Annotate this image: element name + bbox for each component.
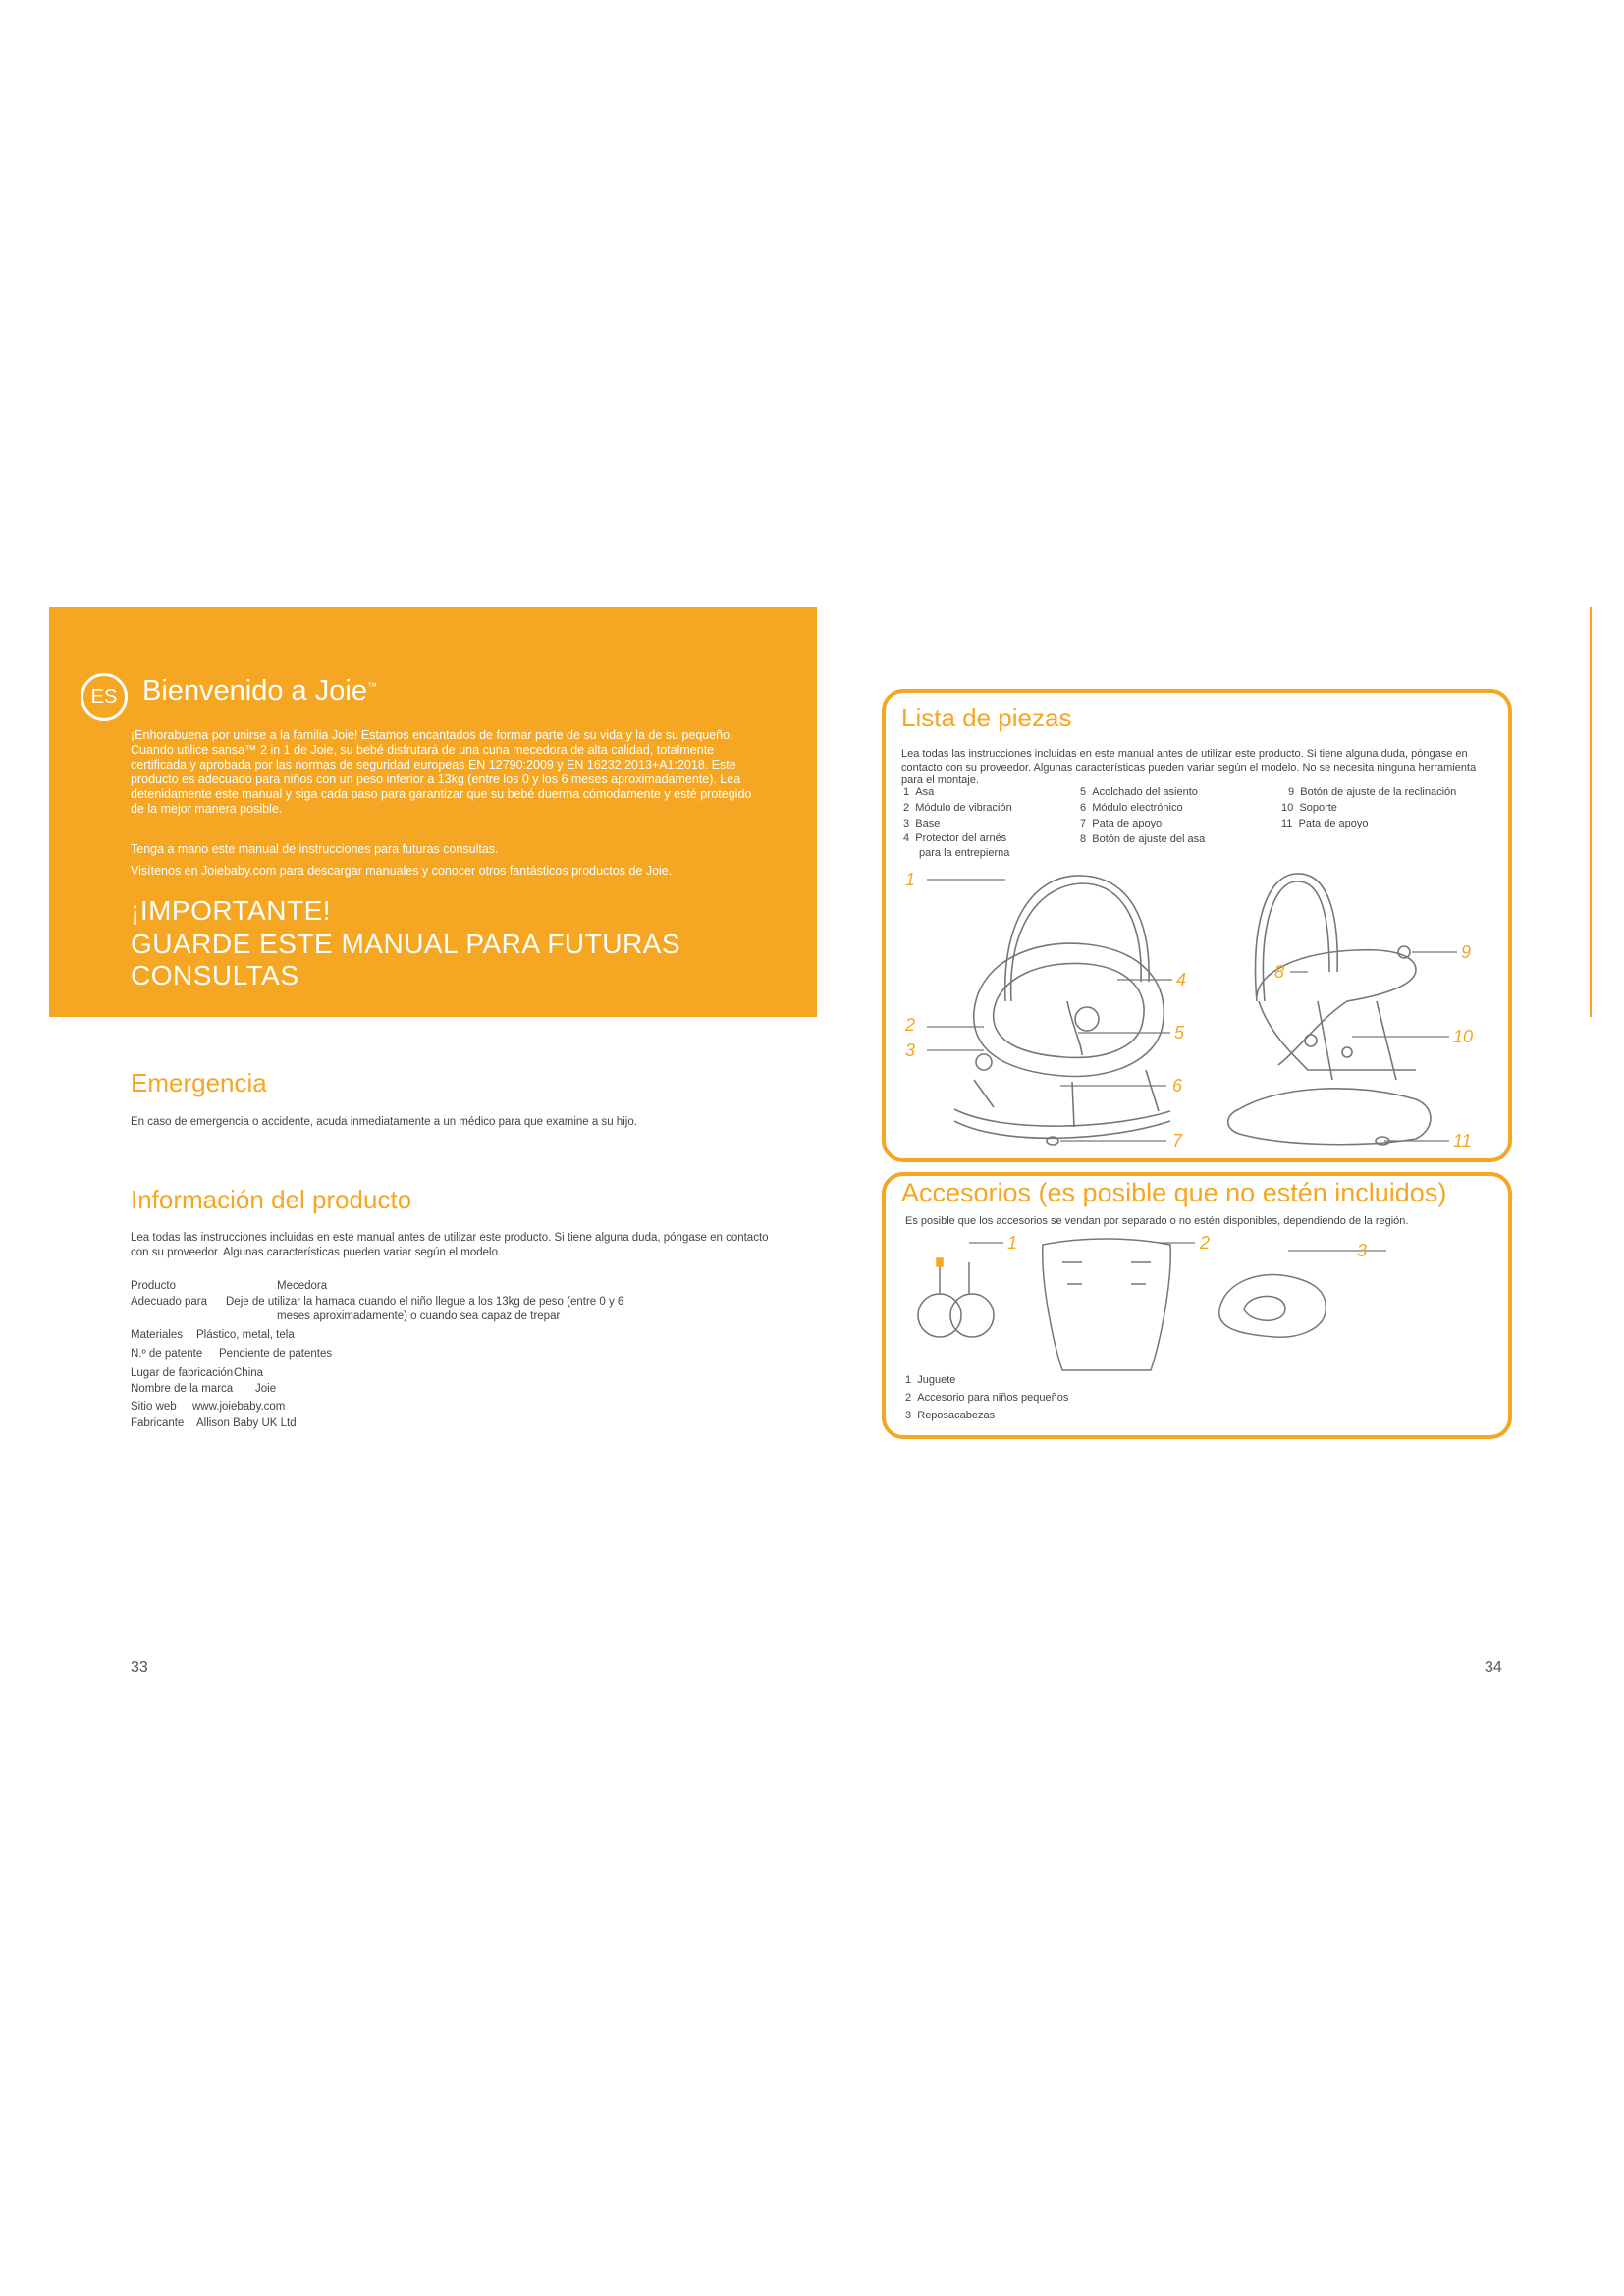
head-support-drawing <box>1219 1274 1326 1337</box>
parts-title: Lista de piezas <box>901 703 1072 732</box>
part-item: 11 Pata de apoyo <box>1281 818 1369 829</box>
acc-callout-3: 3 <box>1357 1241 1368 1260</box>
callout-2: 2 <box>905 1015 916 1035</box>
callout-9: 9 <box>1461 942 1472 962</box>
spec-label: Nombre de la marca <box>131 1383 234 1395</box>
acc-callout-1: 1 <box>1007 1233 1018 1253</box>
accessories-title: Accesorios (es posible que no estén incluidos) <box>901 1178 1447 1207</box>
part-item: 8 Botón de ajuste del asa <box>1080 833 1206 845</box>
spec-value: Joie <box>255 1383 277 1395</box>
callout-10: 10 <box>1453 1027 1474 1046</box>
welcome-title: Bienvenido a Joie™ <box>142 675 377 707</box>
callout-3: 3 <box>905 1041 916 1060</box>
part-item: 2 Módulo de vibración <box>903 802 1012 814</box>
spec-value: Deje de utilizar la hamaca cuando el niño llegue a los 13kg de peso (entre 0 y 6 <box>226 1296 624 1308</box>
spec-value: Mecedora <box>277 1280 328 1292</box>
page-edge-line <box>1590 607 1592 1017</box>
spec-value: Pendiente de patentes <box>219 1348 333 1360</box>
spec-label: Producto <box>131 1280 177 1292</box>
keep-manual-note: Tenga a mano este manual de instrucciones para futuras consultas. <box>131 842 499 856</box>
parts-illustration <box>886 854 1508 1158</box>
accessory-item: 3 Reposacabezas <box>905 1410 996 1421</box>
toy-drawing <box>918 1258 994 1337</box>
toddler-insert-drawing <box>1043 1239 1170 1370</box>
page-number-right: 34 <box>1485 1659 1502 1676</box>
spec-value: Allison Baby UK Ltd <box>196 1417 297 1429</box>
accessories-illustration <box>886 1233 1508 1380</box>
spec-label: N.º de patente <box>131 1348 203 1360</box>
rocker-base <box>954 1109 1170 1126</box>
spec-value-cont: meses aproximadamente) o cuando sea capaz de trepar <box>277 1310 561 1322</box>
spec-label: Lugar de fabricación <box>131 1367 234 1379</box>
callout-1: 1 <box>905 870 916 889</box>
part-item: 5 Acolchado del asiento <box>1080 786 1198 798</box>
welcome-paragraph: ¡Enhorabuena por unirse a la familia Joie! Estamos encantados de formar parte de su vida y la de su pequeño. Cuando utilice sansa™ 2 in 1 de Joie, su bebé disfrutará de una cuna mecedora de alta calidad, totalmente certificada y aprobada por las normas de seguridad europeas EN 12790:2009 y EN 16232:2013+A1:2018. Este producto es adecuado para niños con un peso inferior a 13kg (entre los 0 y los 6 meses aproximadamente). Lea detenidamente este manual y siga cada paso para garantizar que su bebé duerma cómodamente y esté protegido de la mejor manera posible. <box>131 728 752 816</box>
important-line-3: CONSULTAS <box>131 960 299 990</box>
spec-value: Plástico, metal, tela <box>196 1329 295 1341</box>
emergency-text: En caso de emergencia o accidente, acuda inmediatamente a un médico para que examine a su hijo. <box>131 1116 637 1128</box>
important-heading: ¡IMPORTANTE! <box>131 895 332 926</box>
upright-frame <box>1256 874 1338 1001</box>
accessory-item: 1 Juguete <box>905 1374 956 1386</box>
page-number-left: 33 <box>131 1659 148 1676</box>
part-item: 1 Asa <box>903 786 935 798</box>
part-item: 7 Pata de apoyo <box>1080 818 1163 829</box>
part-item: 4 Protector del arnés <box>903 832 1007 844</box>
spec-label: Materiales <box>131 1329 184 1341</box>
product-info-title: Información del producto <box>131 1185 412 1214</box>
handle-arch <box>1005 876 1149 1001</box>
part-item: 9 Botón de ajuste de la reclinación <box>1288 786 1457 798</box>
accessory-item: 2 Accesorio para niños pequeños <box>905 1392 1069 1404</box>
product-info-intro: Lea todas las instrucciones incluidas en este manual antes de utilizar este producto. Si tiene alguna duda, póngase en contacto con su proveedor. Algunas características pueden variar según el modelo. <box>131 1232 769 1258</box>
language-badge: ES <box>81 673 128 721</box>
visit-website-note: Visítenos en Joiebaby.com para descargar manuales y conocer otros fantásticos productos de Joie. <box>131 864 673 878</box>
acc-callout-2: 2 <box>1200 1233 1211 1253</box>
callout-5: 5 <box>1174 1023 1185 1042</box>
spec-label: Adecuado para <box>131 1296 208 1308</box>
part-item: 10 Soporte <box>1281 802 1337 814</box>
spec-label: Fabricante <box>131 1417 185 1429</box>
callout-6: 6 <box>1172 1076 1183 1095</box>
accessories-intro: Es posible que los accesorios se vendan por separado o no estén disponibles, dependiendo de la región. <box>905 1215 1409 1227</box>
callout-11: 11 <box>1453 1131 1472 1150</box>
callout-4: 4 <box>1176 970 1187 989</box>
part-item-cont: para la entrepierna <box>919 847 1010 859</box>
important-line-2: GUARDE ESTE MANUAL PARA FUTURAS <box>131 929 681 959</box>
spec-label: Sitio web <box>131 1401 177 1413</box>
emergency-title: Emergencia <box>131 1068 267 1097</box>
part-item: 6 Módulo electrónico <box>1080 802 1183 814</box>
callout-8: 8 <box>1274 962 1285 982</box>
spec-value: China <box>234 1367 264 1379</box>
upright-base <box>1228 1089 1431 1145</box>
parts-intro: Lea todas las instrucciones incluidas en este manual antes de utilizar este producto. Si tiene alguna duda, póngase en contacto con su proveedor. Algunas características pueden variar según el modelo. No se necesita ninguna herramienta para el montaje. <box>901 748 1477 786</box>
part-item: 3 Base <box>903 818 941 829</box>
spec-value: www.joiebaby.com <box>192 1401 286 1413</box>
callout-7: 7 <box>1172 1131 1183 1150</box>
